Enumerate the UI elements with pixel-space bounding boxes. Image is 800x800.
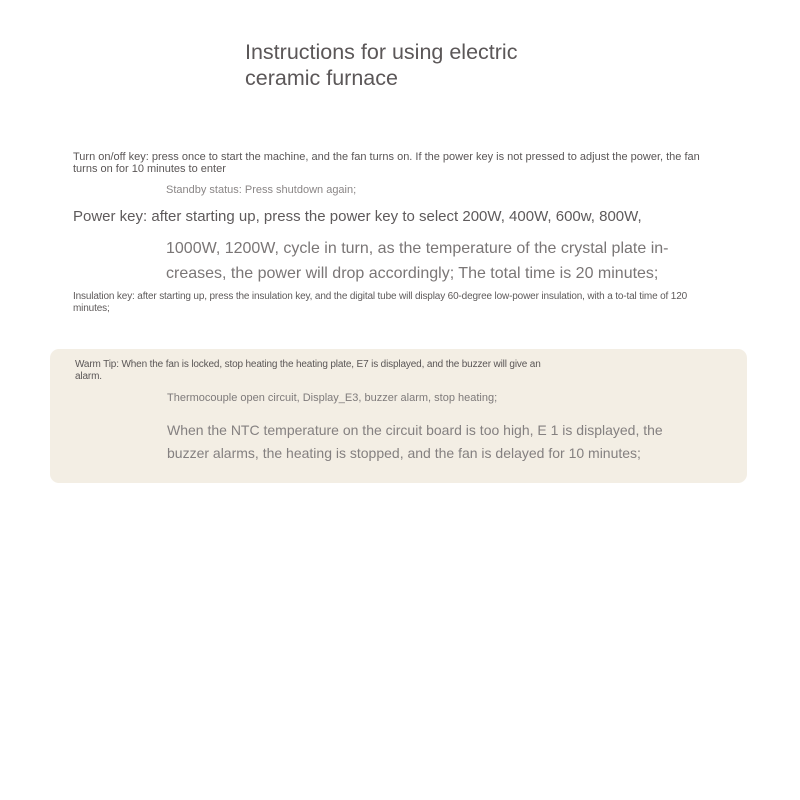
warm-tip-fan-locked: Warm Tip: When the fan is locked, stop heating the heating plate, E7 is displayed, and the buzzer will give an alarm. xyxy=(75,359,541,382)
power-key-details: 1000W, 1200W, cycle in turn, as the temperature of the crystal plate in-creases, the power will drop accordingly; The total time is 20 minutes; xyxy=(166,240,669,282)
power-key-instructions: Power key: after starting up, press the power key to select 200W, 400W, 600w, 800W, xyxy=(73,208,642,225)
on-off-key-instructions: Turn on/off key: press once to start the machine, and the fan turns on. If the power key is not pressed to adjust the power, the fan turns on for 10 minutes to enter xyxy=(73,151,700,175)
warm-tip-ntc: When the NTC temperature on the circuit board is too high, E 1 is displayed, the buzzer alarms, the heating is stopped, and the fan is delayed for 10 minutes; xyxy=(167,422,663,461)
page-title: Instructions for using electric ceramic furnace xyxy=(245,40,518,90)
warm-tip-thermocouple: Thermocouple open circuit, Display_E3, buzzer alarm, stop heating; xyxy=(167,392,498,404)
insulation-key-instructions: Insulation key: after starting up, press the insulation key, and the digital tube will display 60-degree low-power insulation, with a to-tal time of 120 minutes; xyxy=(73,291,688,314)
standby-status-text: Standby status: Press shutdown again; xyxy=(166,184,357,196)
